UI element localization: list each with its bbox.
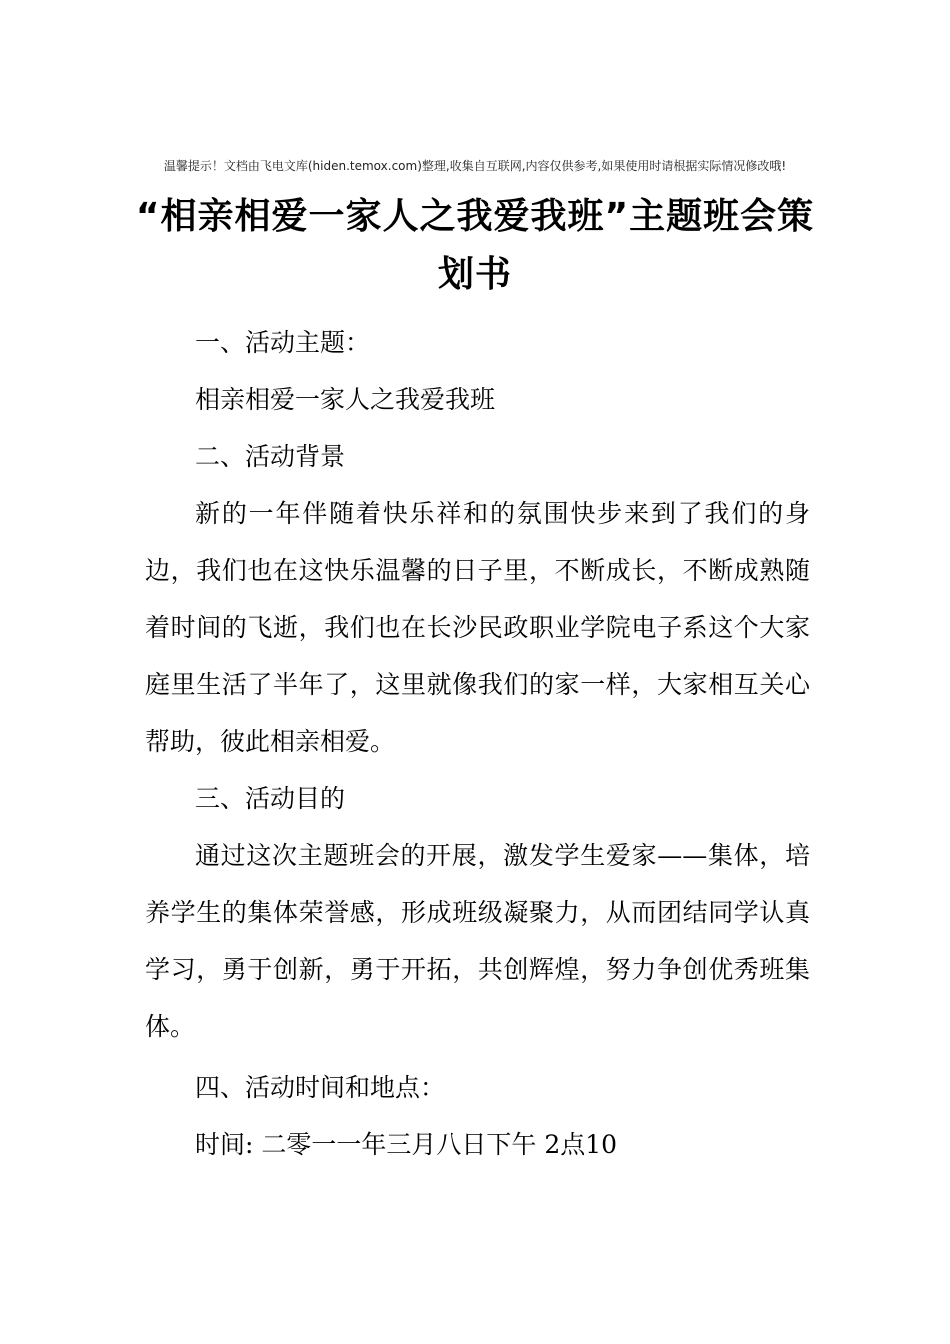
section-purpose-text: 通过这次主题班会的开展，激发学生爱家——集体，培养学生的集体荣誉感，形成班级凝聚力，从而团结同学认真学习，勇于创新，勇于开拓，共创辉煌，努力争创优秀班集体。 [145, 841, 810, 1041]
header-notice: 温馨提示！文档由飞电文库(hiden.temox.com)整理,收集自互联网,内容仅供参考,如果使用时请根据实际情况修改哦! [163, 159, 787, 173]
section-time-place-heading: 四、活动时间和地点： [195, 1073, 446, 1102]
document-title: “相亲相爱一家人之我爱我班”主题班会策划书 [135, 196, 815, 295]
section-purpose-heading: 三、活动目的 [195, 784, 346, 813]
section-background-heading: 二、活动背景 [195, 442, 346, 471]
section-background-text: 新的一年伴随着快乐祥和的氛围快步来到了我们的身边，我们也在这快乐温馨的日子里，不断成长，不断成熟随着时间的飞逝，我们也在长沙民政职业学院电子系这个大家庭里生活了半年了，这里就像我们的家一样，大家相互关心帮助，彼此相亲相爱。 [145, 499, 810, 756]
document-body [145, 314, 810, 1173]
section-time-text: 时间: 二零一一年三月八日下午 2点10 [195, 1130, 618, 1159]
section-theme-text: 相亲相爱一家人之我爱我班 [195, 385, 496, 414]
section-theme-heading: 一、活动主题： [195, 328, 371, 357]
